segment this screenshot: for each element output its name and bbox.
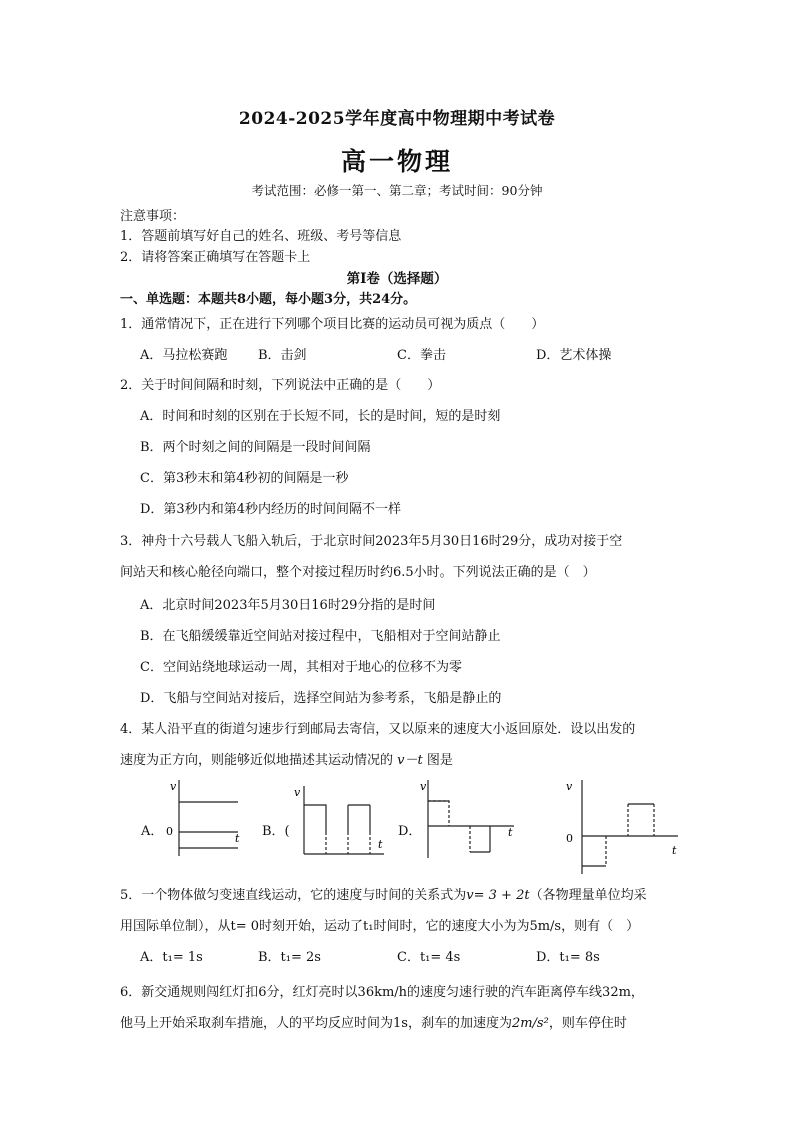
q4-graph-a-svg xyxy=(162,776,246,858)
graph-right-v-label: v xyxy=(566,780,573,793)
graph-d-positive-segment xyxy=(428,801,449,826)
q4-graph-b-svg xyxy=(290,782,390,862)
q4-graph-a-label: A． xyxy=(141,824,164,839)
q4-graph-b xyxy=(290,782,390,862)
q4-graph-d xyxy=(418,778,518,862)
q6-stem-line2 xyxy=(120,1012,627,1031)
graph-b-v-label: v xyxy=(294,786,301,799)
q4-graph-d-label: D． xyxy=(398,824,422,839)
q3-stem-line1: 3．神舟十六号载人飞船入轨后，于北京时间2023年5月30日16时29分，成功对接于空 xyxy=(120,534,623,549)
q4-stem-post: 图是 xyxy=(426,753,453,768)
q6-stem-pre: 他马上开始采取刹车措施，人的平均反应时间为1s，刹车的加速度为 xyxy=(120,1016,512,1031)
q4-stem-line2 xyxy=(120,749,453,768)
q5-option-c: C．t₁= 4s xyxy=(397,950,461,965)
q1-option-c: C．拳击 xyxy=(397,348,446,363)
notes-heading: 注意事项： xyxy=(120,209,186,224)
graph-right-zero-label: 0 xyxy=(566,832,573,845)
q6-stem-line1: 6．新交通规则闯红灯扣6分，红灯亮时以36km/h的速度匀速行驶的汽车距离停车线32m， xyxy=(120,985,644,1000)
q4-graph-b-label: B．( xyxy=(262,824,290,839)
q2-option-c: C．第3秒末和第4秒初的间隔是一秒 xyxy=(140,471,349,486)
q3-option-d: D．飞船与空间站对接后，选择空间站为参考系，飞船是静止的 xyxy=(140,691,502,706)
part1-title: 第Ⅰ卷（选择题） xyxy=(346,271,448,287)
q2-stem: 2．关于时间间隔和时刻，下列说法中正确的是（ ） xyxy=(120,378,441,393)
q4-graph-a xyxy=(162,776,246,858)
q2-option-d: D．第3秒内和第4秒内经历的时间间隔不一样 xyxy=(140,502,401,517)
q4-graph-right-svg xyxy=(562,776,684,876)
q1-option-b: B．击剑 xyxy=(258,348,307,363)
exam-title: 2024-2025学年度高中物理期中考试卷 xyxy=(238,109,556,129)
q1-option-d: D．艺术体操 xyxy=(536,348,612,363)
q1-option-a: A．马拉松赛跑 xyxy=(140,348,228,363)
q5-stem-pre: 5．一个物体做匀变速直线运动，它的速度与时间的关系式为 xyxy=(120,888,467,903)
q5-stem-line2: 用国际单位制），从t= 0时刻开始，运动了t₁时间时，它的速度大小为为5m/s，则有（ ） xyxy=(120,919,640,934)
note-item-1: 1．答题前填写好自己的姓名、班级、考号等信息 xyxy=(120,229,402,244)
q2-option-a: A．时间和时刻的区别在于长短不同，长的是时间，短的是时刻 xyxy=(140,409,501,424)
q5-option-a: A．t₁= 1s xyxy=(140,950,203,965)
q3-option-c: C．空间站绕地球运动一周，其相对于地心的位移不为零 xyxy=(140,660,462,675)
graph-b-first-pulse xyxy=(304,805,326,832)
section-heading: 一、单选题：本题共8小题，每小题3分，共24分。 xyxy=(120,292,417,307)
q5-stem-line1 xyxy=(120,884,647,903)
q5-stem-post: （各物理量单位均采 xyxy=(529,888,647,903)
q4-stem-line1: 4．某人沿平直的街道匀速步行到邮局去寄信，又以原来的速度大小返回原处．设以出发的 xyxy=(120,722,636,737)
q4-stem-pre: 速度为正方向，则能够近似地描述其运动情况的 xyxy=(120,753,394,768)
q1-stem: 1．通常情况下，正在进行下列哪个项目比赛的运动员可视为质点（ ） xyxy=(120,317,545,332)
q5-option-b: B．t₁= 2s xyxy=(258,950,321,965)
q3-option-a: A．北京时间2023年5月30日16时29分指的是时间 xyxy=(140,598,436,613)
graph-d-t-label: t xyxy=(508,826,513,839)
q5-option-d: D．t₁= 8s xyxy=(536,950,600,965)
q3-option-b: B．在飞船缓缓靠近空间站对接过程中，飞船相对于空间站静止 xyxy=(140,629,501,644)
q5-equation: v= 3 + 2t xyxy=(466,888,530,903)
q4-graph-right xyxy=(562,776,684,876)
q4-vt-symbol: v－t xyxy=(397,753,423,768)
note-item-2: 2．请将答案正确填写在答题卡上 xyxy=(120,250,311,265)
q2-option-b: B．两个时刻之间的间隔是一段时间间隔 xyxy=(140,440,371,455)
q6-stem-post: ，则车停住时 xyxy=(548,1016,627,1031)
q4-graph-d-svg xyxy=(418,778,518,862)
graph-b-t-label: t xyxy=(378,838,383,851)
subject-title: 高一物理 xyxy=(340,147,453,176)
exam-scope: 考试范围：必修一第一、第二章；考试时间：90分钟 xyxy=(251,183,543,198)
graph-a-t-label: t xyxy=(235,832,240,845)
graph-right-t-label: t xyxy=(672,844,677,857)
graph-d-v-label: v xyxy=(420,780,427,793)
graph-a-zero-label: 0 xyxy=(166,825,173,838)
q3-stem-line2: 间站天和核心舱径向端口，整个对接过程历时约6.5小时。下列说法正确的是（ ） xyxy=(120,565,596,580)
graph-a-v-label: v xyxy=(170,780,177,793)
q6-acceleration: 2m/s² xyxy=(511,1016,549,1031)
